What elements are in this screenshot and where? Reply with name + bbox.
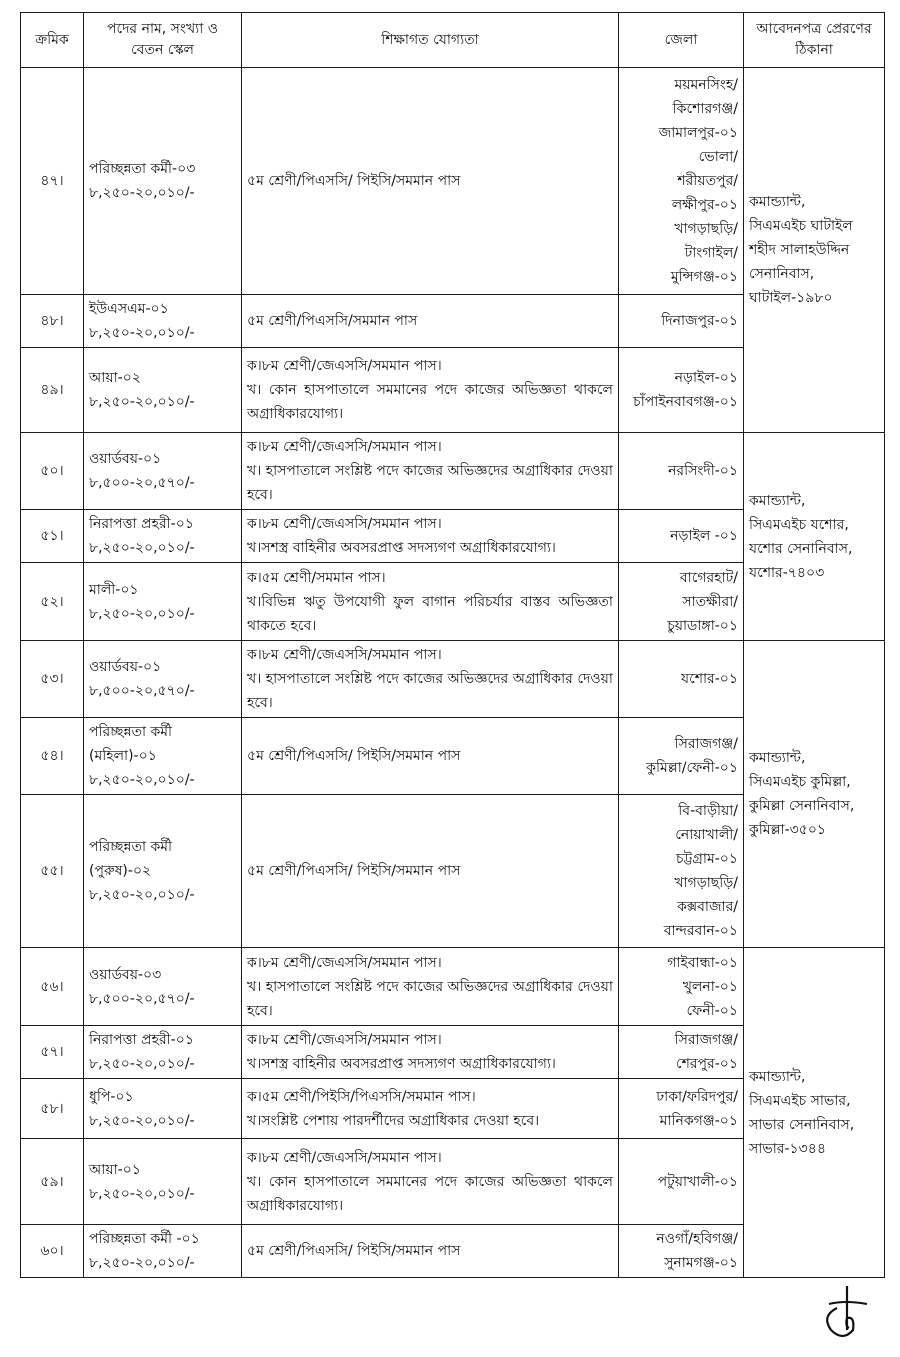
qualification-cell	[242, 795, 619, 948]
post-cell	[84, 1139, 242, 1225]
post-cell-line: পরিচ্ছন্নতা কর্মী -০১	[89, 1231, 200, 1247]
district-cell-line: বি-বাড়ীয়া/	[678, 803, 738, 819]
qualification-cell-line: খ। কোন হাসপাতালে সমমানের পদে কাজের অভিজ্ঞতা থাকলে অগ্রাধিকারযোগ্য।	[247, 382, 613, 422]
table-body	[21, 68, 885, 1278]
job-circular-table	[20, 12, 885, 1278]
qualification-cell	[242, 1139, 619, 1225]
district-cell-line: জামালপুর-০১	[658, 125, 738, 141]
serial-cell: ৪৮।	[21, 295, 84, 348]
district-cell-line: নওগাঁ/হবিগঞ্জ/	[656, 1231, 738, 1247]
post-cell-line: ৮,২৫০-২০,০১০/-	[89, 1255, 195, 1271]
qualification-cell	[242, 563, 619, 641]
address-line: ঘাটাইল-১৯৮০	[749, 290, 833, 306]
qualification-cell-line: খ। হাসপাতালে সংশ্লিষ্ট পদে কাজের অভিজ্ঞদের অগ্রাধিকার দেওয়া হবে।	[247, 978, 613, 1019]
district-cell-line: বাগেরহাট/	[679, 569, 738, 586]
serial-cell: ৫৮।	[21, 1079, 84, 1139]
post-cell-line: নিরাপত্তা প্রহরী-০১	[89, 516, 194, 532]
district-cell-line: ফেনী-০১	[686, 1002, 738, 1019]
post-cell-line: ৮,২৫০-২০,০১০/-	[89, 540, 195, 556]
post-cell-line: ৮,২৫০-২০,০১০/-	[89, 185, 195, 201]
address-line: শহীদ সালাহউদ্দিন	[749, 242, 850, 258]
district-cell	[619, 1139, 744, 1225]
district-cell	[619, 68, 744, 295]
qualification-cell-line: খ।বিভিন্ন ঋতু উপযোগী ফুল বাগান পরিচর্যার বাস্তব অভিজ্ঞতা থাকতে হবে।	[247, 593, 613, 634]
qualification-cell-line: ৫ম শ্রেণী/পিএসসি/সমমান পাস	[247, 313, 418, 329]
header-qualification: শিক্ষাগত যোগ্যতা	[242, 13, 619, 68]
serial-cell: ৪৯।	[21, 348, 84, 433]
address-line: কমান্ড্যান্ট,	[749, 492, 806, 509]
district-cell	[619, 641, 744, 718]
post-cell-line: ধুপি-০১	[89, 1088, 134, 1105]
district-cell-line: শরীয়তপুর/	[677, 173, 738, 189]
district-cell	[619, 433, 744, 510]
qualification-cell	[242, 68, 619, 295]
post-cell-line: ৮,২৫০-২০,০১০/-	[89, 394, 195, 410]
district-cell-line: মুন্সিগঞ্জ-০১	[670, 269, 738, 285]
post-cell-line: ৮,২৫০-২০,০১০/-	[89, 1112, 195, 1129]
post-cell-line: পরিচ্ছন্নতা কর্মী	[89, 839, 173, 855]
qualification-cell-line: ক।৮ম শ্রেণী/জেএসসি/সমমান পাস।	[247, 1032, 442, 1048]
district-cell-line: সাতক্ষীরা/	[682, 593, 738, 610]
post-cell-line: ৮,২৫০-২০,০১০/-	[89, 1185, 195, 1202]
qualification-cell-line: ক।৮ম শ্রেণী/জেএসসি/সমমান পাস।	[247, 954, 442, 971]
table-row	[21, 433, 885, 510]
address-line: সাভার-১৩৪৪	[749, 1140, 826, 1157]
post-cell-line: ওয়ার্ডবয়-০৩	[89, 966, 162, 983]
post-cell-line: ৮,২৫০-২০,০১০/-	[89, 325, 195, 341]
post-cell	[84, 295, 242, 348]
qualification-cell-line: খ। কোন হাসপাতালে সমমানের পদে কাজের অভিজ্ঞতা থাকলে অগ্রাধিকারযোগ্য।	[247, 1173, 613, 1214]
qualification-cell	[242, 641, 619, 718]
serial-cell: ৫৪।	[21, 718, 84, 795]
post-cell-line: নিরাপত্তা প্রহরী-০১	[89, 1032, 194, 1048]
district-cell-line: চাঁপাইনবাবগঞ্জ-০১	[633, 394, 738, 410]
district-cell-line: শেরপুর-০১	[675, 1056, 738, 1072]
serial-cell: ৫১।	[21, 510, 84, 563]
serial-cell: ৫৫।	[21, 795, 84, 948]
table-header-row	[21, 13, 885, 68]
district-cell-line: কক্সবাজার/	[677, 899, 738, 915]
district-cell	[619, 1079, 744, 1139]
district-cell-line: নড়াইল-০১	[674, 370, 738, 386]
address-line: কুমিল্লা-৩৫০১	[749, 822, 827, 838]
district-cell-line: খাগড়াছড়ি/	[674, 875, 738, 891]
district-cell	[619, 348, 744, 433]
serial-cell: ৫৬।	[21, 948, 84, 1026]
qualification-cell	[242, 510, 619, 563]
qualification-cell-line: খ।সংশ্লিষ্ট পেশায় পারদর্শীদের অগ্রাধিকার দেওয়া হবে।	[247, 1112, 540, 1129]
address-cell	[744, 948, 885, 1278]
district-cell-line: সুনামগঞ্জ-০১	[664, 1255, 738, 1271]
post-cell-line: ৮,২৫০-২০,০১০/-	[89, 887, 195, 903]
district-cell-line: চুয়াডাঙ্গা-০১	[667, 617, 738, 634]
qualification-cell	[242, 433, 619, 510]
qualification-cell-line: খ।সশস্ত্র বাহিনীর অবসরপ্রাপ্ত সদস্যগণ অগ্রাধিকারযোগ্য।	[247, 1056, 556, 1072]
qualification-cell	[242, 1026, 619, 1079]
district-cell	[619, 1225, 744, 1278]
post-cell-line: আয়া-০২	[89, 370, 141, 386]
post-cell-line: ৮,৫০০-২০,৫৭০/-	[89, 683, 195, 699]
district-cell-line: কিশোরগঞ্জ/	[672, 101, 738, 117]
header-serial: ক্রমিক	[21, 13, 84, 68]
district-cell	[619, 718, 744, 795]
header-address: আবেদনপত্র প্রেরণের ঠিকানা	[744, 13, 885, 68]
serial-cell: ৬০।	[21, 1225, 84, 1278]
post-cell-line: (মহিলা)-০১	[89, 748, 157, 764]
serial-cell: ৫৭।	[21, 1026, 84, 1079]
post-cell-line: পরিচ্ছন্নতা কর্মী	[89, 724, 173, 740]
address-line: কমান্ড্যান্ট,	[749, 194, 806, 210]
district-cell-line: ভোলা/	[698, 149, 738, 165]
qualification-cell-line: ক।৮ম শ্রেণী/জেএসসি/সমমান পাস।	[247, 516, 442, 532]
qualification-cell-line: ৫ম শ্রেণী/পিএসসি/ পিইসি/সমমান পাস	[247, 1243, 461, 1259]
qualification-cell-line: ৫ম শ্রেণী/পিএসসি/ পিইসি/সমমান পাস	[247, 748, 461, 764]
district-cell	[619, 563, 744, 641]
district-cell	[619, 948, 744, 1026]
post-cell	[84, 348, 242, 433]
post-cell	[84, 641, 242, 718]
qualification-cell-line: ক।৮ম শ্রেণী/জেএসসি/সমমান পাস।	[247, 1149, 442, 1166]
address-line: সাভার সেনানিবাস,	[749, 1116, 855, 1133]
address-line: যশোর-৭৪০৩	[749, 564, 825, 581]
address-cell	[744, 641, 885, 948]
post-cell-line: ৮,২৫০-২০,০১০/-	[89, 772, 195, 788]
serial-cell: ৪৭।	[21, 68, 84, 295]
post-cell	[84, 433, 242, 510]
district-cell-line: চট্টগ্রাম-০১	[676, 851, 738, 867]
post-cell-line: ওয়ার্ডবয়-০১	[89, 451, 162, 467]
qualification-cell	[242, 1079, 619, 1139]
qualification-cell	[242, 948, 619, 1026]
address-cell	[744, 68, 885, 433]
address-cell	[744, 433, 885, 641]
address-line: কুমিল্লা সেনানিবাস,	[749, 798, 855, 814]
qualification-cell	[242, 1225, 619, 1278]
district-cell	[619, 510, 744, 563]
qualification-cell	[242, 348, 619, 433]
header-district: জেলা	[619, 13, 744, 68]
district-cell-line: ঢাকা/ফরিদপুর/	[656, 1088, 738, 1105]
address-line: সিএমএইচ যশোর,	[749, 516, 849, 533]
post-cell	[84, 1225, 242, 1278]
post-cell-line: পরিচ্ছন্নতা কর্মী-০৩	[89, 161, 196, 177]
qualification-cell-line: খ। হাসপাতালে সংশ্লিষ্ট পদে কাজের অভিজ্ঞদের অগ্রাধিকার দেওয়া হবে।	[247, 671, 613, 711]
address-line: সেনানিবাস,	[749, 266, 815, 282]
post-cell	[84, 510, 242, 563]
post-cell	[84, 563, 242, 641]
district-cell-line: টাংগাইল/	[684, 245, 738, 261]
district-cell-line: লক্ষীপুর-০১	[671, 197, 738, 213]
post-cell	[84, 1026, 242, 1079]
post-cell-line: ওয়ার্ডবয়-০১	[89, 659, 162, 675]
district-cell-line: খুলনা-০১	[682, 978, 738, 995]
post-cell-line: ৮,২৫০-২০,০১০/-	[89, 605, 195, 622]
district-cell-line: গাইবান্ধা-০১	[667, 954, 738, 971]
serial-cell: ৫৩।	[21, 641, 84, 718]
qualification-cell-line: ক।৫ম শ্রেণী/পিইসি/পিএসসি/সমমান পাস।	[247, 1088, 476, 1105]
address-line: কমান্ড্যান্ট,	[749, 750, 806, 766]
table-row	[21, 641, 885, 718]
qualification-cell-line: ক।৮ম শ্রেণী/জেএসসি/সমমান পাস।	[247, 439, 442, 455]
district-cell	[619, 1026, 744, 1079]
district-cell-line: বান্দরবান-০১	[663, 923, 738, 939]
district-cell	[619, 295, 744, 348]
post-cell-line: ৮,৫০০-২০,৫৭০/-	[89, 990, 195, 1007]
qualification-cell	[242, 718, 619, 795]
post-cell	[84, 718, 242, 795]
post-cell	[84, 795, 242, 948]
post-cell-line: (পুরুষ)-০২	[89, 863, 152, 879]
district-cell	[619, 795, 744, 948]
post-cell	[84, 1079, 242, 1139]
serial-cell: ৫২।	[21, 563, 84, 641]
address-line: যশোর সেনানিবাস,	[749, 540, 853, 557]
qualification-cell-line: ক।৫ম শ্রেণী/সমমান পাস।	[247, 569, 386, 586]
district-cell-line: সিরাজগঞ্জ/	[674, 1032, 738, 1048]
address-line: কমান্ড্যান্ট,	[749, 1068, 806, 1085]
table-row	[21, 948, 885, 1026]
post-cell-line: আয়া-০১	[89, 1161, 141, 1178]
serial-cell: ৫৯।	[21, 1139, 84, 1225]
qualification-cell	[242, 295, 619, 348]
district-cell-line: সিরাজগঞ্জ/	[674, 736, 738, 752]
post-cell-line: ৮,২৫০-২০,০১০/-	[89, 1056, 195, 1072]
district-cell-line: যশোর-০১	[681, 671, 738, 687]
qualification-cell-line: ক।৮ম শ্রেণী/জেএসসি/সমমান পাস।	[247, 358, 442, 374]
serial-cell: ৫০।	[21, 433, 84, 510]
district-cell-line: ময়মনসিংহ/	[674, 77, 738, 93]
signature-icon	[815, 1282, 875, 1342]
qualification-cell-line: খ।সশস্ত্র বাহিনীর অবসরপ্রাপ্ত সদস্যগণ অগ্রাধিকারযোগ্য।	[247, 540, 556, 556]
qualification-cell-line: ৫ম শ্রেণী/পিএসসি/ পিইসি/সমমান পাস	[247, 863, 461, 879]
address-line: সিএমএইচ কুমিল্লা,	[749, 774, 851, 790]
qualification-cell-line: ৫ম শ্রেণী/পিএসসি/ পিইসি/সমমান পাস	[247, 173, 461, 189]
address-line: সিএমএইচ ঘাটাইল	[749, 218, 853, 234]
district-cell-line: দিনাজপুর-০১	[661, 313, 738, 329]
district-cell-line: খাগড়াছড়ি/	[674, 221, 738, 237]
post-cell-line: মালী-০১	[89, 581, 139, 598]
district-cell-line: মানিকগঞ্জ-০১	[659, 1112, 738, 1129]
header-post: পদের নাম, সংখ্যা ও বেতন স্কেল	[84, 13, 242, 68]
post-cell	[84, 948, 242, 1026]
qualification-cell-line: ক।৮ম শ্রেণী/জেএসসি/সমমান পাস।	[247, 647, 442, 663]
address-line: সিএমএইচ সাভার,	[749, 1092, 851, 1109]
district-cell-line: নোয়াখালী/	[675, 827, 738, 843]
post-cell-line: ইউএসএম-০১	[89, 301, 169, 317]
qualification-cell-line: খ। হাসপাতালে সংশ্লিষ্ট পদে কাজের অভিজ্ঞদের অগ্রাধিকার দেওয়া হবে।	[247, 463, 613, 503]
table-row	[21, 68, 885, 295]
district-cell-line: কুমিল্লা/ফেনী-০১	[646, 760, 738, 776]
district-cell-line: নড়াইল -০১	[670, 528, 738, 544]
district-cell-line: নরসিংদী-০১	[668, 463, 738, 479]
post-cell-line: ৮,৫০০-২০,৫৭০/-	[89, 475, 195, 491]
district-cell-line: পটুয়াখালী-০১	[657, 1173, 738, 1190]
post-cell	[84, 68, 242, 295]
